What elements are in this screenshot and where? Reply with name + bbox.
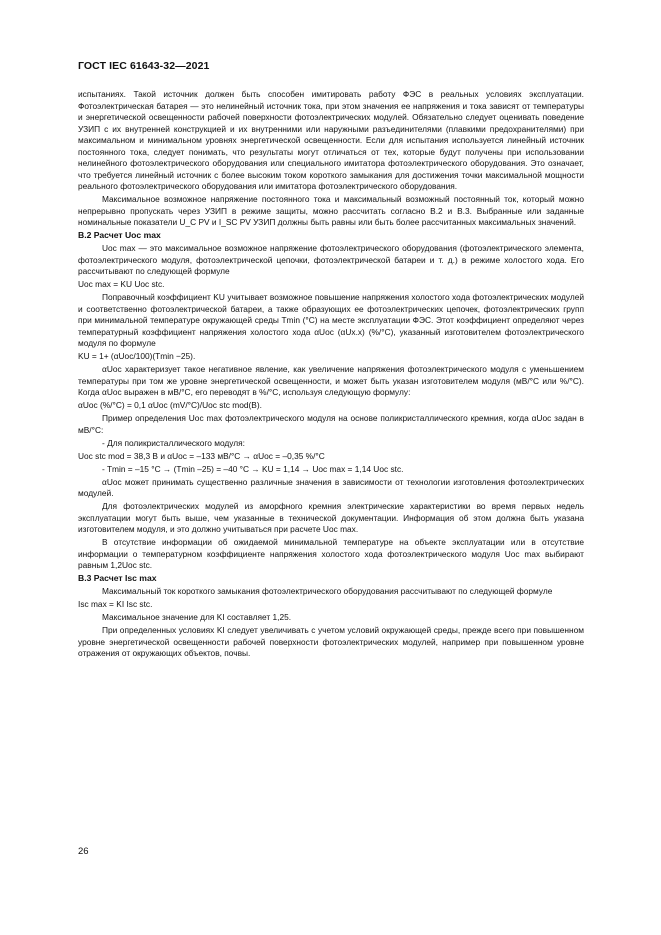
paragraph: При определенных условиях KI следует увеличивать с учетом условий окружающей среды, прежде всего при повышенном уровне энергетической освещенности рабочей поверхности фотоэлектрических модулей, например при повышенном уровне отражения от окружающих объектов, почвы.: [78, 625, 584, 658]
formula: KU = 1+ (αUoc/100)(Tmin −25).: [78, 351, 196, 361]
section-heading-b2: В.2 Расчет Uoc max: [78, 230, 161, 240]
paragraph: Поправочный коэффициент KU учитывает возможное повышение напряжения холостого хода фотоэлектрических модулей и соответственно фотоэлектрической батареи, а также образующих ее фотоэлектрических цепочек, фотоэлектрических групп при минимальной температуре окружающей среды Tmin (°C) на месте эксплуатации ФЭС. Этот коэффициент определяют через температурный коэффициент напряжения холостого хода αUoc (αUx.x) (%/°C), указанный изготовителем фотоэлектрического модуля по формуле: [78, 292, 584, 348]
paragraph: αUoc может принимать существенно различные значения в зависимости от технологии изготовления фотоэлектрических модулей.: [78, 476, 584, 498]
paragraph: испытаниях. Такой источник должен быть способен имитировать работу ФЭС в реальных условиях эксплуатации. Фотоэлектрическая батарея — это нелинейный источник тока, при этом значения ее напряжения и тока зависят от температуры и энергетической освещенности рабочей поверхности фотоэлектрических модулей. Обязательно следует оценивать поведение УЗИП с их внутренней конструкцией и их внутренними или наружными разъединителями (плавкими предохранителями) при максимальном и минимальном уровнях энергетической освещенности. Если для испытания используется линейный источник постоянного тока, следует понимать, что результаты могут отличаться от тех, которые будут получены при использовании нелинейного фотоэлектрического оборудования или специального имитатора фотоэлектрического оборудования. Это означает, что требуется линейный источник с более высоким током короткого замыкания для достижения точки максимальной мощности реального фотоэлектрического оборудования или имитатора фотоэлектрического оборудования.: [78, 89, 584, 191]
paragraph: Для фотоэлектрических модулей из аморфного кремния электрические характеристики во время первых недель эксплуатации могут быть выше, чем указанные в технической документации. Информация об этом должна быть указана изготовителем модуля, и это должно учитываться при расчете Uoc max.: [78, 501, 584, 534]
list-item: - Tmin = –15 °C → (Tmin –25) = –40 °C → KU = 1,14 → Uoc max = 1,14 Uoc stc.: [102, 463, 404, 474]
paragraph: αUoc характеризует такое негативное явление, как увеличение напряжения фотоэлектрического модуля с уменьшением температуры при том же уровне энергетической освещенности, и может быть указан изготовителем модуля (мВ/°C или %/°C). Когда αUoc выражен в мВ/°C, его переводят в %/°C, используя следующую формулу:: [78, 364, 584, 397]
list-item: - Для поликристаллического модуля:: [102, 437, 245, 448]
formula: αUoc (%/°C) = 0,1 αUoc (mV/°C)/Uoc stc mod(B).: [78, 400, 262, 410]
formula: Isc max = KI Isc stc.: [78, 599, 153, 609]
paragraph: Пример определения Uoc max фотоэлектрического модуля на основе поликристаллического кремния, когда αUoc задан в мВ/°C:: [78, 413, 584, 435]
formula: Uoc max = KU Uoc stc.: [78, 279, 165, 289]
section-heading-b3: В.3 Расчет Isc max: [78, 573, 157, 583]
paragraph: Uoc max — это максимальное возможное напряжение фотоэлектрического оборудования (фотоэлектрического элемента, фотоэлектрического модуля, фотоэлектрической цепочки, фотоэлектрической батареи и т. д.) в режиме холостого хода. Его рассчитывают по следующей формуле: [78, 243, 584, 276]
paragraph: Максимальное значение для KI составляет 1,25.: [102, 612, 292, 622]
page-body: [78, 89, 584, 661]
formula: Uoc stc mod = 38,3 В и αUoc = –133 мВ/°C → αUoc = –0,35 %/°C: [78, 450, 325, 461]
page-number: 26: [78, 846, 89, 857]
paragraph: Максимальный ток короткого замыкания фотоэлектрического оборудования рассчитывают по следующей формуле: [102, 586, 553, 596]
document-header: ГОСТ IEC 61643-32—2021: [78, 60, 210, 72]
paragraph: Максимальное возможное напряжение постоянного тока и максимальный возможный постоянный ток, который можно непрерывно пропускать через УЗИП в режиме защиты, можно рассчитать согласно В.2 и В.3. Выбранные или заданные номинальные показатели U_C PV и I_SC PV УЗИП должны быть равны или быть более рассчитанных максимальных значений.: [78, 194, 584, 227]
paragraph: В отсутствие информации об ожидаемой минимальной температуре на объекте эксплуатации или в отсутствие информации о температурном коэффициенте напряжения холостого хода фотоэлектрического модуля Uoc max выбирают равным 1,2Uoc stc.: [78, 537, 584, 570]
